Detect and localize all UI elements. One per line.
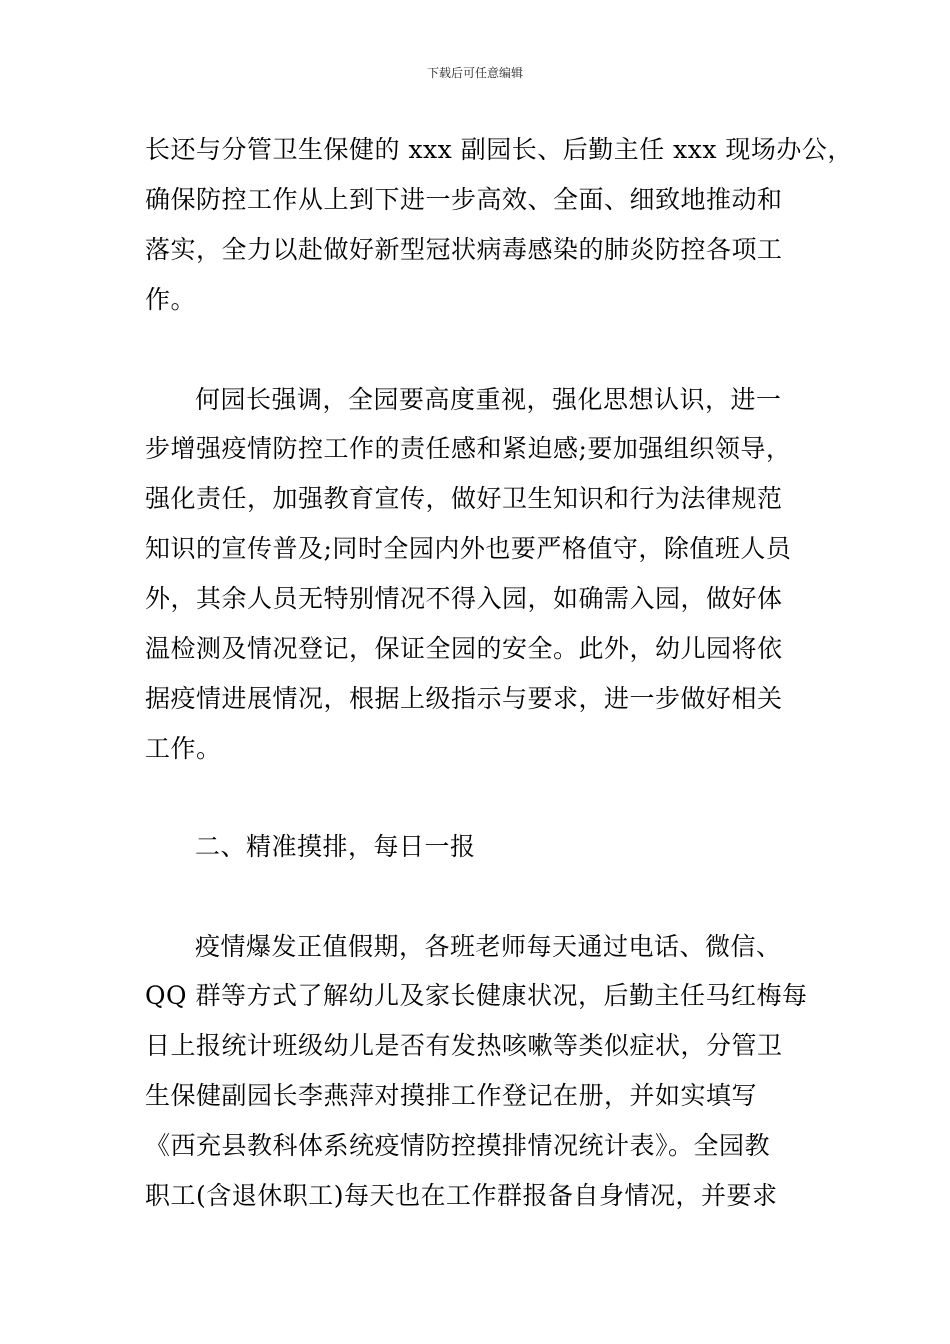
text-line: 确保防控工作从上到下进一步高效、全面、细致地推动和 bbox=[145, 185, 783, 214]
page-header: 下载后可任意编辑 bbox=[426, 66, 523, 80]
text-line: 工作。 bbox=[145, 734, 222, 763]
text-line: 日上报统计班级幼儿是否有发热咳嗽等类似症状，分管卫 bbox=[145, 1031, 783, 1060]
text-line: 何园长强调，全园要高度重视，强化思想认识，进一 bbox=[195, 385, 782, 414]
text-line: 《西充县教科体系统疫情防控摸排情况统计表》。全园教 bbox=[145, 1131, 771, 1160]
text-line: 落实，全力以赴做好新型冠状病毒感染的肺炎防控各项工 bbox=[145, 235, 783, 264]
text-line: 据疫情进展情况，根据上级指示与要求，进一步做好相关 bbox=[145, 684, 783, 713]
text-line: 职工(含退休职工)每天也在工作群报备自身情况，并要求 bbox=[145, 1181, 778, 1210]
text-line: 长还与分管卫生保健的 xxx 副园长、后勤主任 xxx 现场办公， bbox=[145, 135, 853, 164]
section-heading-text: 二、精准摸排，每日一报 bbox=[195, 832, 476, 861]
text-line: 作。 bbox=[145, 285, 197, 314]
text-line: 步增强疫情防控工作的责任感和紧迫感;要加强组织领导， bbox=[145, 434, 792, 463]
text-line: 生保健副园长李燕萍对摸排工作登记在册，并如实填写 bbox=[145, 1081, 758, 1110]
text-line: 强化责任，加强教育宣传，做好卫生知识和行为法律规范 bbox=[145, 484, 783, 513]
text-line: 温检测及情况登记，保证全园的安全。此外，幼儿园将依 bbox=[145, 634, 783, 663]
text-line: 知识的宣传普及;同时全园内外也要严格值守，除值班人员 bbox=[145, 534, 792, 563]
text-line: QQ 群等方式了解幼儿及家长健康状况，后勤主任马红梅每 bbox=[145, 981, 808, 1010]
text-line: 外，其余人员无特别情况不得入园，如确需入园，做好体 bbox=[145, 584, 783, 613]
text-line: 疫情爆发正值假期，各班老师每天通过电话、微信、 bbox=[195, 932, 782, 961]
